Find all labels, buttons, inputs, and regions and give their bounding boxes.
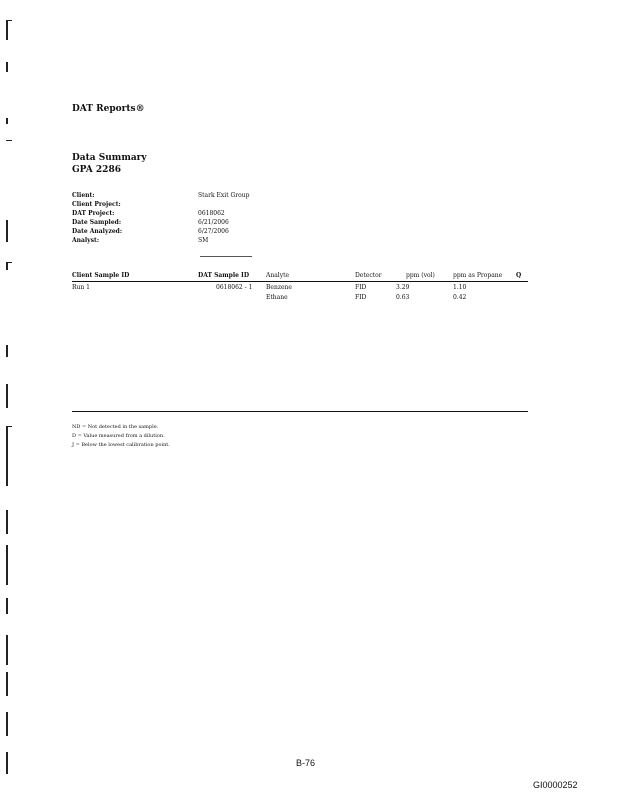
header-analyte: Analyte [266, 272, 290, 279]
info-label-client-project: Client Project: [72, 201, 121, 208]
faint-rule [200, 256, 252, 257]
scan-edge-mark [6, 118, 8, 124]
scan-edge-mark [6, 220, 8, 242]
info-value-date-sampled: 6/21/2006 [198, 219, 229, 226]
summary-subtitle: GPA 2286 [72, 165, 121, 175]
scan-edge-mark [6, 712, 8, 736]
scan-edge-mark [6, 262, 8, 270]
info-value-dat-project: 0618062 [198, 210, 225, 217]
info-value-client: Stark Exit Group [198, 192, 250, 199]
scan-edge-mark [6, 635, 8, 665]
info-label-client: Client: [72, 192, 95, 199]
row2-detector: FID [355, 294, 367, 301]
info-label-date-analyzed: Date Analyzed: [72, 228, 123, 235]
row1-detector: FID [355, 284, 367, 291]
scan-edge-mark [6, 62, 8, 72]
header-detector: Detector [355, 272, 382, 279]
report-heading: DAT Reports® [72, 104, 145, 114]
info-value-analyst: SM [198, 237, 209, 244]
scan-edge-mark [6, 672, 8, 696]
document-id: GI0000252 [533, 780, 578, 790]
row1-ppm-as-propane: 1.10 [453, 284, 467, 291]
scan-edge-mark [6, 384, 8, 408]
header-q: Q [516, 272, 522, 279]
scan-edge-mark [6, 426, 8, 486]
header-ppm-as-propane: ppm as Propane [453, 272, 503, 279]
scan-edge-mark [6, 510, 8, 534]
note-j: J = Below the lowest calibration point. [72, 442, 170, 448]
note-nd: ND = Not detected in the sample. [72, 424, 159, 430]
row1-dat-sample-id: 0618062 - 1 [216, 284, 253, 291]
scan-edge-mark [6, 545, 8, 585]
row2-ppm-as-propane: 0.42 [453, 294, 467, 301]
info-value-date-analyzed: 6/27/2006 [198, 228, 229, 235]
scan-edge-mark [6, 598, 8, 614]
table-header-rule [72, 281, 528, 282]
header-dat-sample-id: DAT Sample ID [198, 272, 250, 279]
scan-edge-mark [6, 345, 8, 357]
scan-edge-mark [6, 140, 12, 141]
row1-analyte: Benzene [266, 284, 292, 291]
info-label-analyst: Analyst: [72, 237, 100, 244]
row1-ppm: 3.29 [396, 284, 410, 291]
summary-title: Data Summary [72, 153, 147, 163]
info-label-date-sampled: Date Sampled: [72, 219, 122, 226]
header-ppm-vol: ppm (vol) [406, 272, 435, 279]
scan-edge-mark [6, 752, 8, 774]
info-label-dat-project: DAT Project: [72, 210, 115, 217]
scan-edge-mark [6, 20, 8, 40]
note-d: D = Value measured from a dilution. [72, 433, 165, 439]
page-number: B-76 [296, 758, 316, 768]
row1-client-sample-id: Run 1 [72, 284, 90, 291]
row2-analyte: Ethane [266, 294, 288, 301]
header-client-sample-id: Client Sample ID [72, 272, 130, 279]
summary-title-block [72, 152, 147, 176]
table-bottom-rule [72, 411, 528, 412]
row2-ppm: 0.63 [396, 294, 410, 301]
